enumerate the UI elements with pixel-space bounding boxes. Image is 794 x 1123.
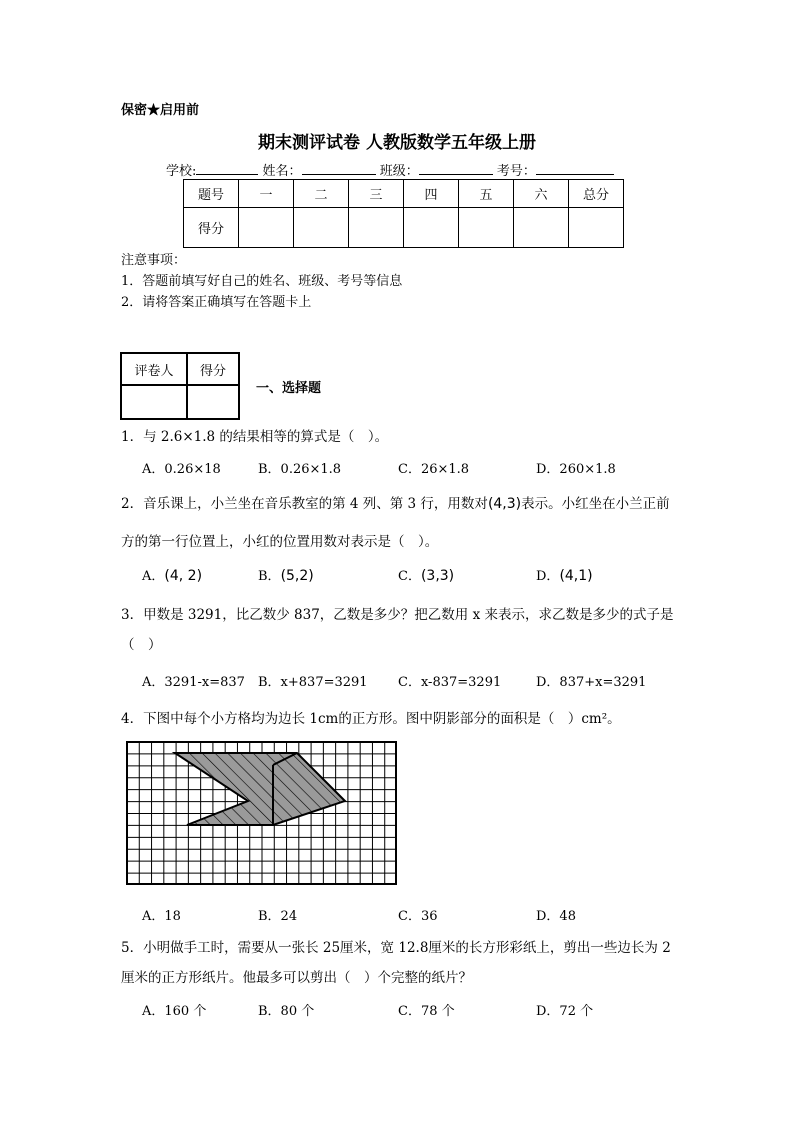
coordinate-pair: (5,2) — [280, 568, 314, 584]
notes-item: 1．答题前填写好自己的姓名、班级、考号等信息 — [121, 274, 403, 289]
grid-figure — [126, 741, 398, 886]
option-a[interactable] — [142, 565, 202, 584]
option-c[interactable]: C．36 — [398, 909, 438, 924]
option-label: B． — [258, 569, 281, 584]
coordinate-pair: (4,3) — [487, 496, 522, 512]
page-title: 期末测评试卷 人教版数学五年级上册 — [258, 133, 536, 153]
score-header: 一 — [239, 180, 294, 208]
score-header: 六 — [514, 180, 569, 208]
coordinate-pair: (3,3) — [420, 568, 455, 584]
score-header: 总分 — [569, 180, 624, 208]
question-5-line2: 厘米的正方形纸片。他最多可以剪出（ ）个完整的纸片？ — [121, 970, 472, 986]
option-d[interactable] — [536, 565, 593, 584]
grader-table — [120, 352, 240, 420]
name-label: 姓名： — [262, 164, 302, 179]
question-4: 4．下图中每个小方格均为边长 1cm的正方形。图中阴影部分的面积是（ ）cm²。 — [121, 711, 621, 727]
class-label: 班级： — [379, 164, 419, 179]
option-a[interactable]: A．160 个 — [142, 1004, 207, 1019]
score-cell[interactable] — [404, 208, 459, 248]
question-3: 3．甲数是 3291，比乙数少 837，乙数是多少？把乙数用 x 来表示，求乙数是多少的式子是 — [121, 607, 674, 623]
score-header: 五 — [459, 180, 514, 208]
option-d[interactable]: D．72 个 — [536, 1004, 594, 1019]
option-b[interactable]: B．80 个 — [258, 1004, 315, 1019]
option-c[interactable] — [398, 565, 454, 584]
option-d[interactable]: D．260×1.8 — [536, 462, 616, 477]
grader-score-cell[interactable] — [187, 385, 239, 419]
grader-cell[interactable] — [121, 385, 187, 419]
exam-no-label: 考号： — [496, 164, 536, 179]
question-2-text: 表示。小红坐在小兰正前 — [521, 496, 670, 512]
option-c[interactable]: C．26×1.8 — [398, 462, 470, 477]
student-info-line — [166, 160, 614, 179]
score-cell[interactable] — [459, 208, 514, 248]
school-blank[interactable] — [196, 162, 258, 175]
option-b[interactable]: B．24 — [258, 909, 298, 924]
score-row-label: 得分 — [184, 208, 239, 248]
question-5: 5．小明做手工时，需要从一张长 25厘米，宽 12.8厘米的长方形彩纸上，剪出一些边长为 2 — [121, 940, 671, 956]
score-cell[interactable] — [514, 208, 569, 248]
coordinate-pair: (4,1) — [559, 568, 593, 584]
score-header: 二 — [294, 180, 349, 208]
notes-title: 注意事项： — [121, 253, 187, 268]
section-title: 一、选择题 — [256, 381, 322, 396]
question-2-line2: 方的第一行位置上，小红的位置用数对表示是（ ）。 — [121, 534, 439, 550]
question-2 — [121, 492, 670, 512]
question-3-line2: （ ） — [121, 637, 162, 653]
question-1: 1．与 2.6×1.8 的结果相等的算式是（ ）。 — [121, 429, 389, 445]
option-a[interactable]: A．18 — [142, 909, 181, 924]
option-b[interactable]: B．0.26×1.8 — [258, 462, 342, 477]
score-cell[interactable] — [569, 208, 624, 248]
option-b[interactable]: B．x+837=3291 — [258, 675, 368, 690]
exam-no-blank[interactable] — [536, 162, 614, 175]
score-cell[interactable] — [294, 208, 349, 248]
grader-score-label: 得分 — [187, 353, 239, 385]
score-table — [183, 179, 624, 248]
option-c[interactable]: C．x-837=3291 — [398, 675, 502, 690]
grader-label: 评卷人 — [121, 353, 187, 385]
name-blank[interactable] — [302, 162, 376, 175]
confidential-label: 保密★启用前 — [121, 103, 200, 118]
score-cell[interactable] — [239, 208, 294, 248]
score-header: 三 — [349, 180, 404, 208]
option-a[interactable]: A．3291-x=837 — [142, 675, 245, 690]
class-blank[interactable] — [419, 162, 493, 175]
option-b[interactable] — [258, 565, 314, 584]
option-d[interactable]: D．837+x=3291 — [536, 675, 647, 690]
notes — [121, 250, 402, 313]
option-c[interactable]: C．78 个 — [398, 1004, 455, 1019]
option-label: D． — [536, 569, 560, 584]
notes-item: 2．请将答案正确填写在答题卡上 — [121, 295, 312, 310]
option-label: A． — [142, 569, 165, 584]
school-label: 学校: — [166, 164, 197, 179]
score-header: 题号 — [184, 180, 239, 208]
question-2-text: 2．音乐课上，小兰坐在音乐教室的第 4 列、第 3 行，用数对 — [121, 496, 488, 512]
option-d[interactable]: D．48 — [536, 909, 576, 924]
option-label: C． — [398, 569, 421, 584]
score-header: 四 — [404, 180, 459, 208]
coordinate-pair: (4, 2) — [164, 568, 203, 584]
score-cell[interactable] — [349, 208, 404, 248]
option-a[interactable]: A．0.26×18 — [142, 462, 221, 477]
